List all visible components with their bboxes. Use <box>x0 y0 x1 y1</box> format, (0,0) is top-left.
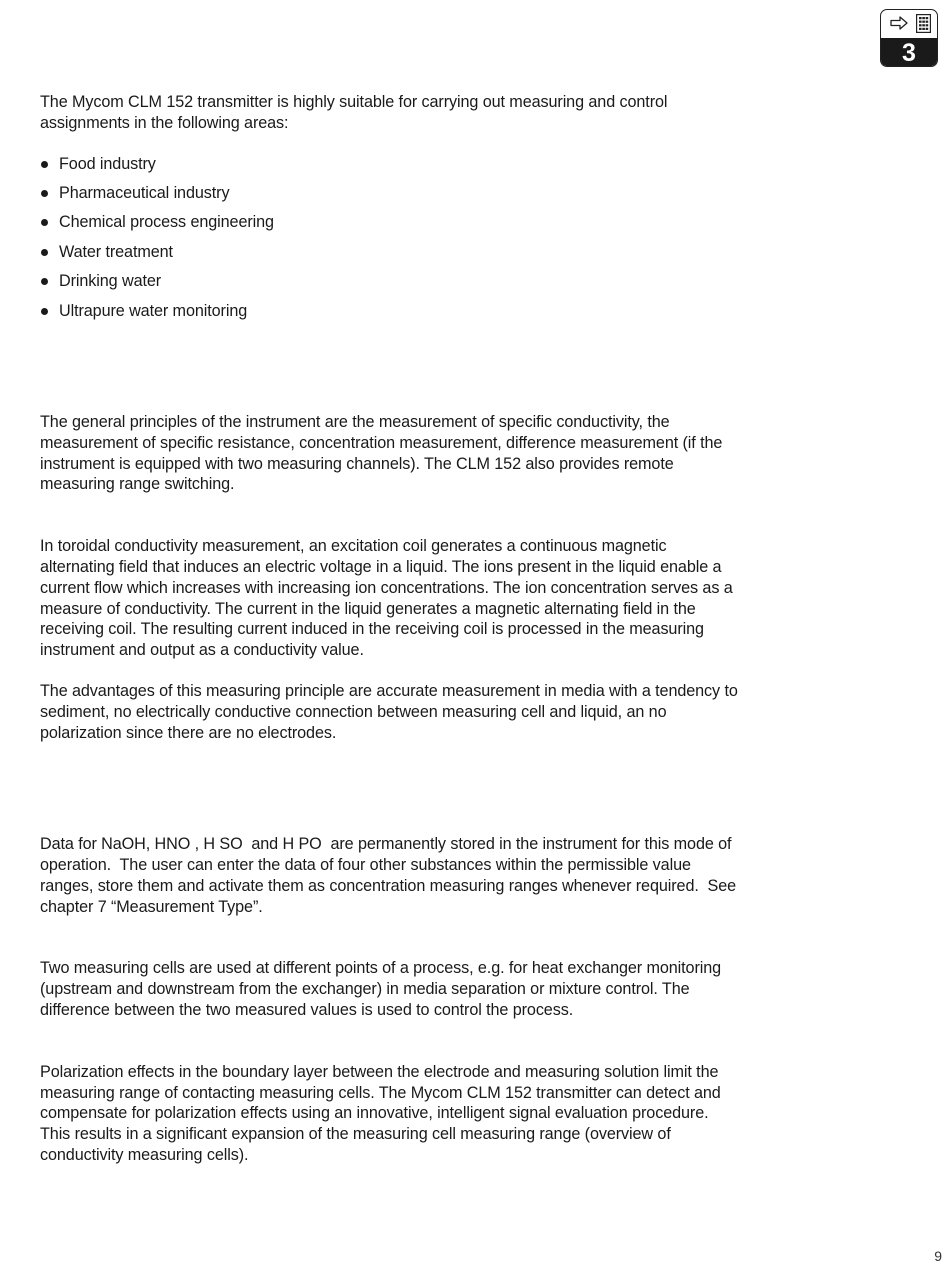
list-item-label: Pharmaceutical industry <box>59 183 230 202</box>
difference-measurement-paragraph: Two measuring cells are used at different points of a process, e.g. for heat exchanger monitoring (upstream and downstream from the exchanger) in media separation or mixture control. The difference between the two measured values is used to control the process. <box>40 959 722 1020</box>
advantages-paragraph: The advantages of this measuring principle are accurate measurement in media with a tendency to sediment, no electrically conductive connection between measuring cell and liquid, an no polarization since there are no electrodes. <box>40 681 738 742</box>
concentration-paragraph: Data for NaOH, HNO , H SO and H PO are permanently stored in the instrument for this mode of operation. The user can enter the data of four other substances within the permissible value ranges, store them and activate them as concentration measuring ranges whenever required. See chapter 7 “Measurement Type”. <box>40 835 741 916</box>
toroidal-measurement-paragraph: In toroidal conductivity measurement, an excitation coil generates a continuous magnetic alternating field that induces an electric voltage in a liquid. The ions present in the liquid enable a current flow which increases with increasing ion concentrations. The ion concentration serves as a measure of conductivity. The current in the liquid generates a magnetic alternating field in the receiving coil. The resulting current induced in the receiving coil is processed in the measuring instrument and output as a conductivity value. <box>40 537 733 660</box>
bullet-icon <box>41 278 48 285</box>
chapter-number: 3 <box>881 38 937 67</box>
grid-icon <box>916 14 931 33</box>
bullet-icon <box>41 190 48 197</box>
list-item-label: Water treatment <box>59 242 173 261</box>
list-item-label: Ultrapure water monitoring <box>59 301 248 320</box>
bullet-icon <box>41 161 48 168</box>
list-item <box>40 301 740 330</box>
list-item-label: Food industry <box>59 154 156 173</box>
list-item <box>40 154 740 183</box>
arrow-right-icon <box>890 16 908 30</box>
chapter-tab-icons <box>881 10 937 38</box>
list-item-label: Drinking water <box>59 272 162 291</box>
document-body <box>40 92 740 1166</box>
general-principles-paragraph: The general principles of the instrument are the measurement of specific conductivity, the measurement of specific resistance, concentration measurement, difference measurement (if the instrument is equipped with two measuring channels). The CLM 152 also provides remote measuring range switching. <box>40 412 723 494</box>
bullet-icon <box>41 219 48 226</box>
polarization-paragraph: Polarization effects in the boundary layer between the electrode and measuring solution limit the measuring range of contacting measuring cells. The Mycom CLM 152 transmitter can detect and compensate for polarization effects using an innovative, intelligent signal evaluation procedure. This results in a significant expansion of the measuring cell measuring range (overview of conductivity measuring cells). <box>40 1062 721 1165</box>
page-number: 9 <box>934 1248 942 1264</box>
list-item <box>40 242 740 271</box>
list-item <box>40 271 740 300</box>
list-item <box>40 183 740 212</box>
intro-paragraph: The Mycom CLM 152 transmitter is highly suitable for carrying out measuring and control assignments in the following areas: <box>40 93 668 132</box>
application-areas-list <box>40 154 740 330</box>
chapter-tab[interactable] <box>880 9 938 67</box>
list-item <box>40 212 740 241</box>
bullet-icon <box>41 249 48 256</box>
list-item-label: Chemical process engineering <box>59 213 274 232</box>
bullet-icon <box>41 308 48 315</box>
